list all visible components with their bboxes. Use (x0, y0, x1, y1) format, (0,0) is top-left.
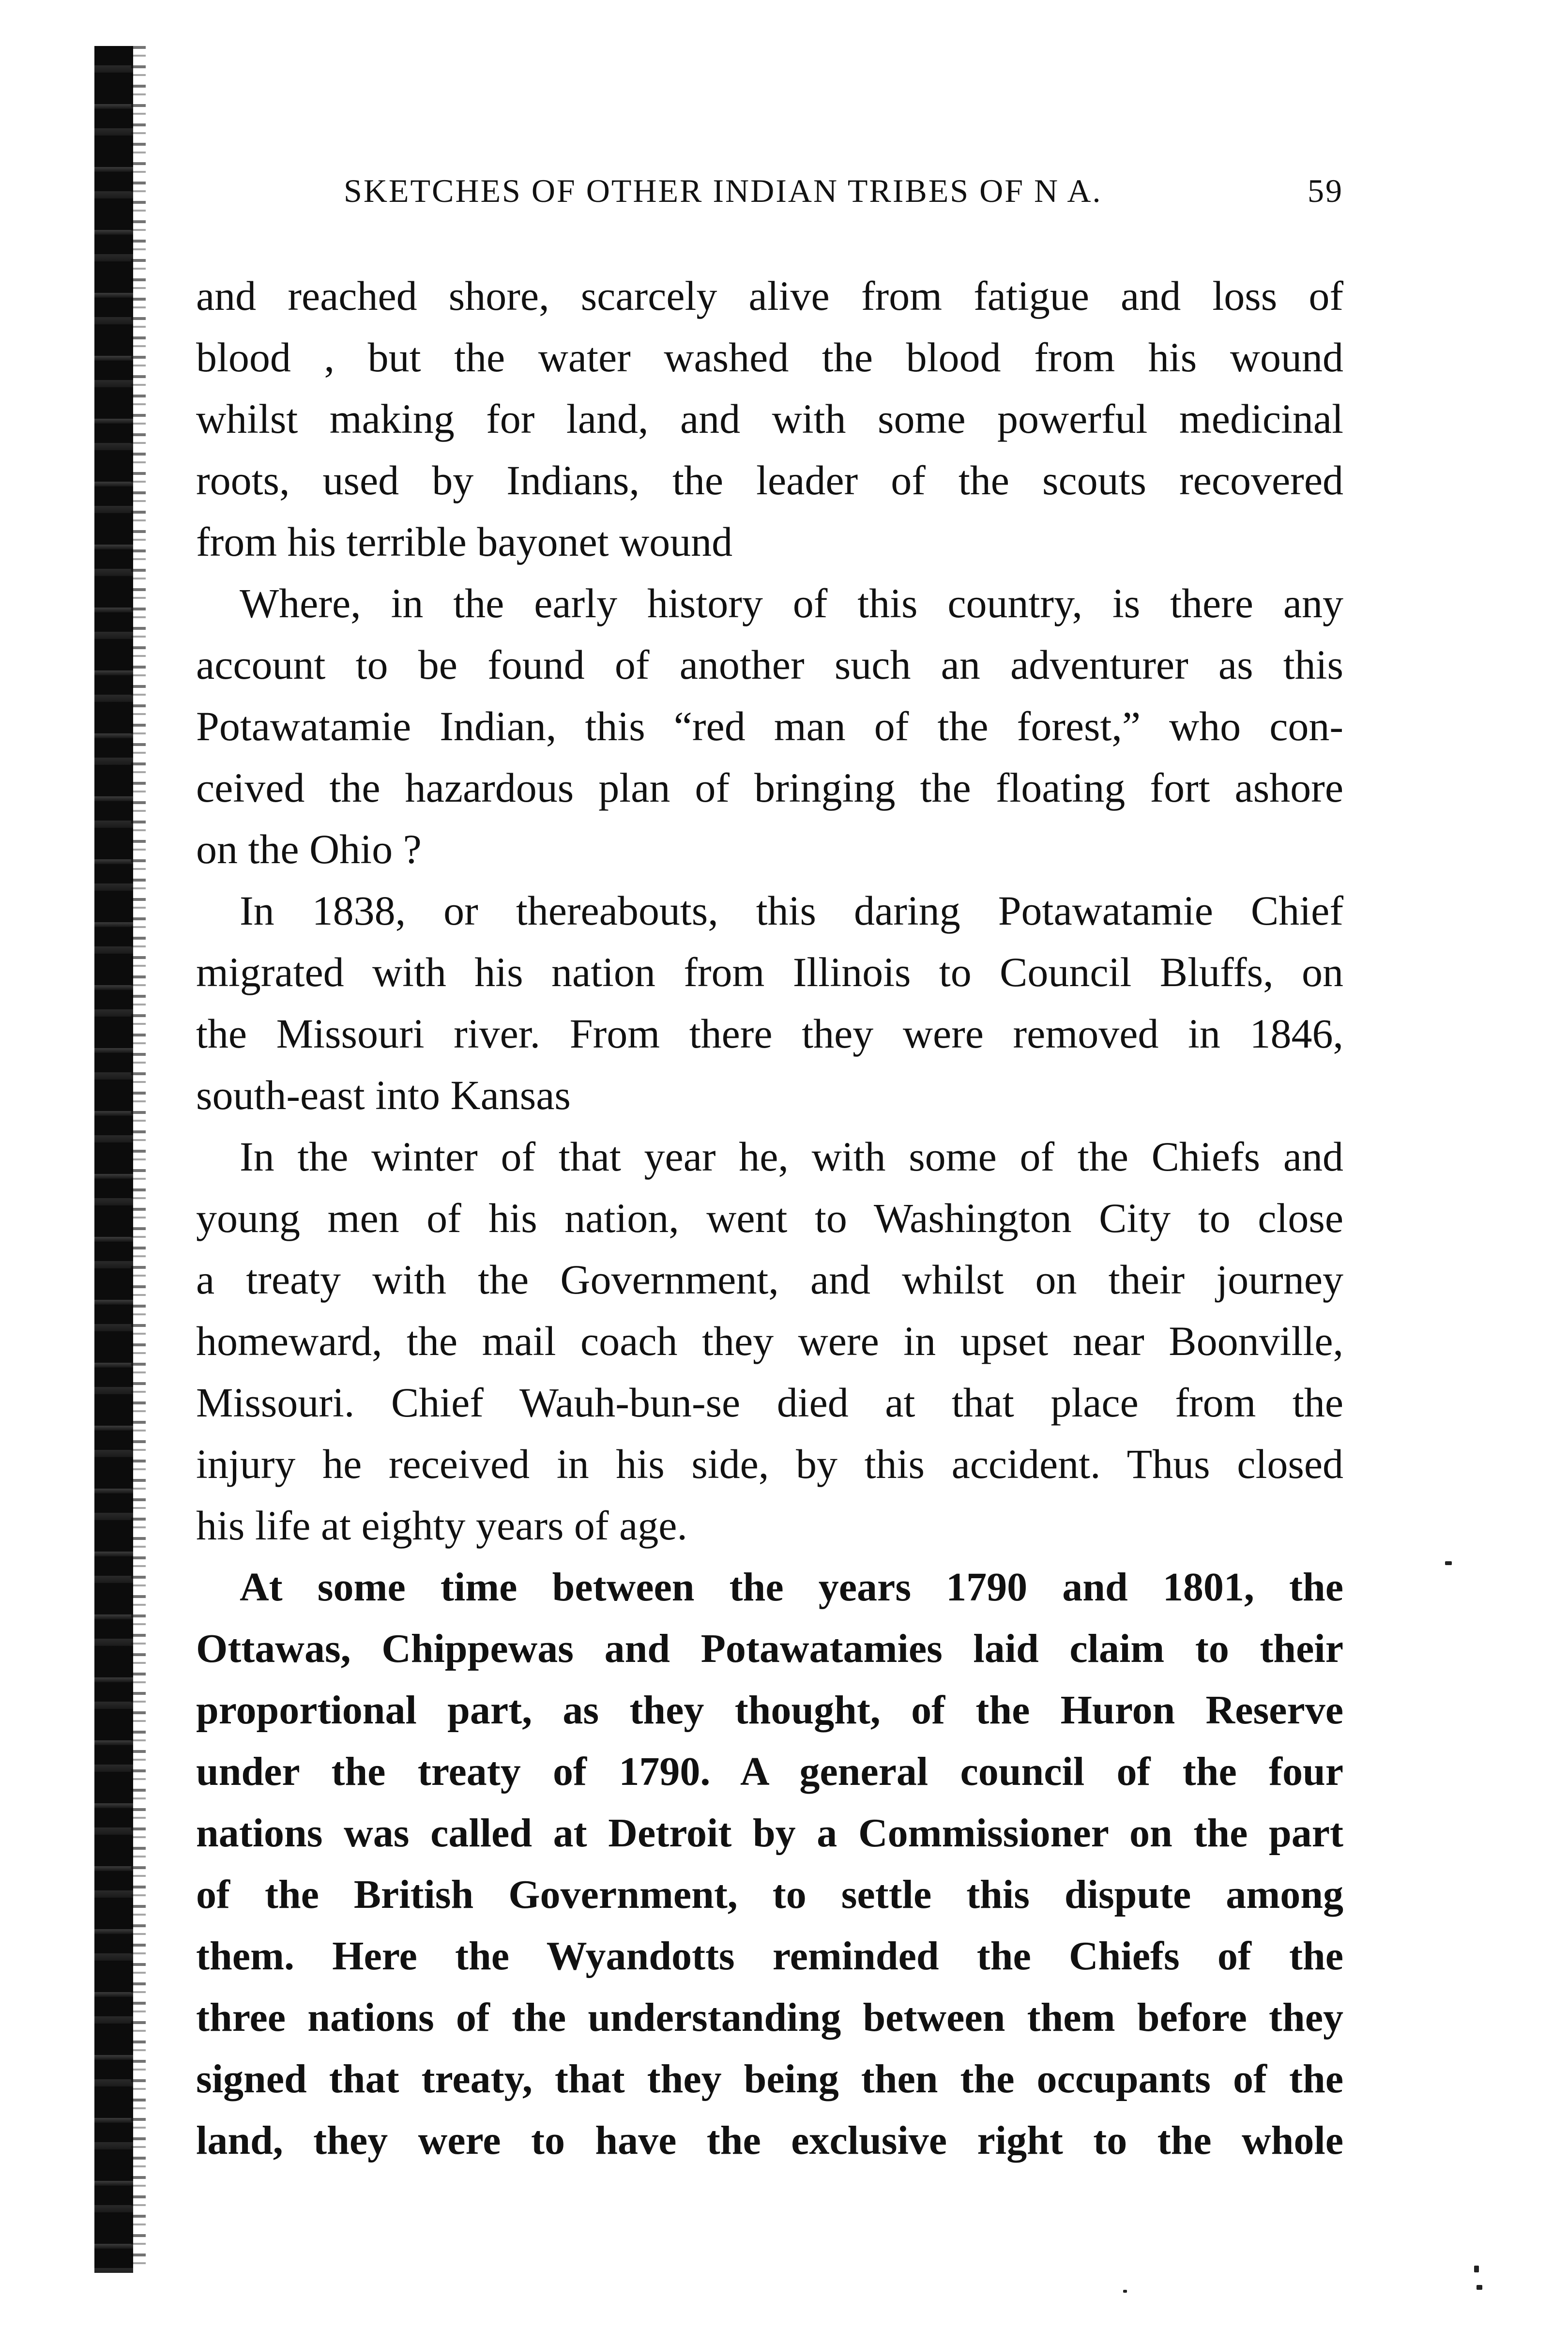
text-line: blood , but the water washed the blood from his wound (196, 334, 1343, 381)
text-line: In 1838, or thereabouts, this daring Potawatamie Chief (240, 887, 1343, 934)
text-line: In the winter of that year he, with some of the Chiefs and (240, 1133, 1343, 1180)
print-speck (1477, 2285, 1482, 2290)
text-line: Missouri. Chief Wauh-bun-se died at that place from the (196, 1379, 1343, 1426)
text-line: injury he received in his side, by this accident. Thus closed (196, 1441, 1343, 1487)
running-head (196, 172, 1343, 220)
text-line: nations was called at Detroit by a Commissioner on the part (196, 1811, 1343, 1856)
text-line: south-east into Kansas (196, 1072, 571, 1118)
text-line: Ottawas, Chippewas and Potawatamies laid claim to their (196, 1626, 1343, 1671)
body-text (196, 265, 1343, 2171)
text-line: proportional part, as they thought, of the Huron Reserve (196, 1688, 1343, 1733)
page-number: 59 (1308, 172, 1343, 209)
text-line: At some time between the years 1790 and 1801, the (240, 1565, 1343, 1610)
text-line: migrated with his nation from Illinois to Council Bluffs, on (196, 949, 1343, 995)
text-line: his life at eighty years of age. (196, 1502, 687, 1549)
text-line: account to be found of another such an adventurer as this (196, 641, 1343, 688)
text-line: under the treaty of 1790. A general council of the four (196, 1749, 1343, 1794)
text-line: the Missouri river. From there they were removed in 1846, (196, 1010, 1343, 1057)
print-speck (1474, 2266, 1479, 2272)
text-line: three nations of the understanding between them before they (196, 1995, 1343, 2040)
text-line: roots, used by Indians, the leader of the scouts recovered (196, 457, 1343, 503)
print-speck (1123, 2290, 1127, 2293)
text-line: land, they were to have the exclusive right to the whole (196, 2118, 1343, 2163)
text-line: of the British Government, to settle this dispute among (196, 1872, 1343, 1917)
text-line: Potawatamie Indian, this “red man of the forest,” who con- (196, 703, 1343, 749)
text-line: whilst making for land, and with some powerful medicinal (196, 396, 1343, 442)
text-line: signed that treaty, that they being then the occupants of the (196, 2056, 1343, 2101)
text-line: them. Here the Wyandotts reminded the Chiefs of the (196, 1934, 1343, 1979)
text-line: and reached shore, scarcely alive from fatigue and loss of (196, 273, 1343, 319)
text-line: homeward, the mail coach they were in upset near Boonville, (196, 1318, 1343, 1364)
print-speck (1445, 1561, 1452, 1565)
text-line: Where, in the early history of this country, is there any (240, 580, 1343, 626)
text-line: on the Ohio ? (196, 826, 422, 872)
book-binding-edge (94, 46, 133, 2273)
text-line: a treaty with the Government, and whilst on their journey (196, 1256, 1343, 1303)
running-head-title: SKETCHES OF OTHER INDIAN TRIBES OF N A. (344, 172, 1102, 209)
text-line: ceived the hazardous plan of bringing the floating fort ashore (196, 764, 1343, 811)
text-line: from his terrible bayonet wound (196, 518, 733, 565)
text-line: young men of his nation, went to Washington City to close (196, 1195, 1343, 1241)
